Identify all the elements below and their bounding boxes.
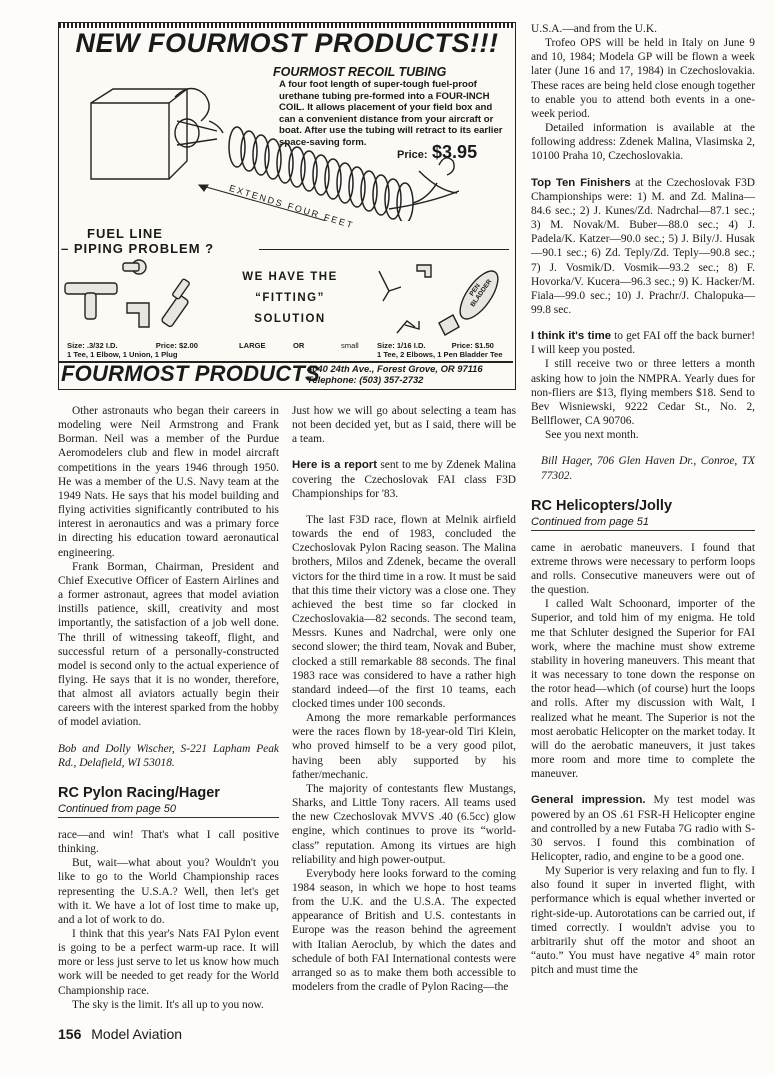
tubing-description: A four foot length of super-tough fuel-proof urethane tubing pre-formed into a FOUR-INCH COIL. It allows placement of your field box and can a convenient distance from your aircraft or boat. After use the tubing will retract to its earlier space-saving form. <box>279 79 503 148</box>
magazine-name: Model Aviation <box>91 1026 183 1042</box>
col3-paragraph-7: See you next month. <box>545 429 639 442</box>
col2-paragraph-2-text: sent to me by Zdenek Malina covering the Czechoslovak FAI class F3D Championships for '83. <box>292 459 516 500</box>
col2-paragraph-6: Everybody here looks forward to the coming 1984 season, in which we hope to host teams from the U.K. and the U.S.A. The expected appearance of British and U.S. contestants in Europe was the reason behind the agreement with Italian Aeroclub, by which the dates and schedule of both FAI International contests were arranged so as to make them both accessible to modelers from the cradle of Pylon Racing—the <box>292 867 516 994</box>
col1-paragraph-1: Other astronauts who began their careers in modeling were Neil Armstrong and Frank Borman. Neil was a member of the Purdue Aeromodelers club and flew in model aircraft competitions in the years 1946 through 1950. He was a member of the U.S. Navy team at the 1949 Nats. He says that his model building and flying activities significantly contributed to his interest in aeronautics and was a primary force in directing his education toward aeronautical engineering. <box>58 405 279 559</box>
fittings-illustration <box>59 253 515 343</box>
large-size: Size: .3/32 I.D. <box>67 341 118 350</box>
ad-headline: NEW FOURMOST PRODUCTS!!! <box>75 28 499 58</box>
col2-paragraph-1: Just how we will go about selecting a team has not been decided yet, but as I said, there will be a team. <box>292 405 516 446</box>
small-fitting-info <box>377 341 513 359</box>
section-title-pylon: RC Pylon Racing/Hager <box>58 784 220 801</box>
small-label: small <box>341 341 359 350</box>
heli-lead-general: General impression. <box>531 794 646 807</box>
heli-paragraph-3 <box>531 793 755 864</box>
col3-paragraph-3: Detailed information is available at the following address: Zdenek Malina, Vlasimska 2, 10100 Praha 10, Czechoslovakia. <box>531 122 755 163</box>
col2-paragraph-4: Among the more remarkable performances were the races flown by 18-year-old Tiri Klein, who proved himself to be a very good pilot, having been ably supported by his father/mechanic. <box>292 712 516 781</box>
col2-paragraph-2 <box>292 458 516 500</box>
col3-paragraph-4-text: at the Czechoslovak F3D Championships were: 1) M. and Zd. Malina—84.6 sec.; 2) J. Kunes/Zd. Nadrchal—87.1 sec.; 3) M. Novak/M. Buber—88.0 sec.; 4) J. Padela/K. Katzer—90.0 sec.; 5) J. Bily/J. Husak—90.1 sec.; 6) Zd. Teply/Zd. Teply—90.8 sec.; 7) J. Vosmik/D. Vosmik—93.2 sec.; 8) F. Hovorka/V. Kucera—96.3 sec.; 9) K. Hacker/M. Fiala—99.0 sec.; 10) J. Prachr/J. Chalopuka—99.8 sec. <box>531 176 756 316</box>
col1-paragraph-2: Frank Borman, Chairman, President and Chief Executive Officer of Eastern Airlines and a former astronaut, agrees that model aviation instills patience, skill, creativity and most importantly, the satisfaction of a job well done. The thrill of witnessing takeoff, flight, and successful return of a personally-constructed model is second only to the actual experience of flying. He says that it is no wonder, therefore, that almost all aviators actually begin their careers with the interest sparked from the hobby of model aviation. <box>58 560 279 729</box>
large-fitting-info <box>67 341 237 359</box>
col3-paragraph-5-text: to get FAI off the back burner! I will keep you posted. <box>531 330 755 357</box>
column-1 <box>58 404 279 1012</box>
or-label: OR <box>293 341 305 350</box>
large-contents: 1 Tee, 1 Elbow, 1 Union, 1 Plug <box>67 350 178 359</box>
page-footer <box>58 1026 182 1042</box>
extends-four-feet-label: EXTENDS FOUR FEET <box>228 183 356 231</box>
heli-paragraph-4: My Superior is very relaxing and fun to fly. I also found it super in inverted flight, with performance which is equal whether inverted or right-side-up. Autorotations can be carried out, if timed correctly. I wouldn't advise you to arbitrarily shut off the motor and shoot an “auto.” You must have negative 4° main rotor pitch and must time the <box>531 865 755 977</box>
heli-paragraph-2: I called Walt Schoonard, importer of the Superior, and told him of my enigma. He told me that Schluter designed the Superior for FAI work, where the machine must show extreme stability in hovering maneuvers. This meant that it was necessary to tone down the response on the rotor head—which (of course) hurt the loops and rolls. After my discussion with Walt, I realized what he meant. The Superior is not the most aerobatic Helicopter on the market today. It will do the aerobatic maneuvers, it just takes more room and more time to complete the maneuver. <box>531 598 755 781</box>
fuel-line-heading-1: FUEL LINE <box>87 226 163 241</box>
col1-paragraph-3: race—and win! That's what I call positive thinking. <box>58 828 279 856</box>
col3-paragraph-5 <box>531 329 755 357</box>
col3-signature: Bill Hager, 706 Glen Haven Dr., Conroe, TX 77302. <box>541 455 755 482</box>
col3-paragraph-1: U.S.A.—and from the U.K. <box>531 23 657 35</box>
column-2 <box>292 404 516 994</box>
col3-lead-top-ten: Top Ten Finishers <box>531 176 631 189</box>
heli-paragraph-1: came in aerobatic maneuvers. I found that extreme throws were necessary to perform loops and rolls. Consecutive maneuvers were out of the question. <box>531 541 755 597</box>
ad-telephone: Telephone: (503) 357-2732 <box>307 374 424 385</box>
col2-lead-report: Here is a report <box>292 459 378 472</box>
price-value: $3.95 <box>432 142 478 162</box>
col1-signature: Bob and Dolly Wischer, S-221 Lapham Peak Rd., Delafield, WI 53018. <box>58 742 279 769</box>
col1-paragraph-5: I think that this year's Nats FAI Pylon event is going to be a perfect warm-up race. It will more or less just serve to let us know how much work will be needed to get ready for the World Championship race. <box>58 928 279 997</box>
price-label: Price: <box>397 149 428 161</box>
col1-paragraph-4: But, wait—what about you? Wouldn't you like to go to the World Championship races representing the U.S.A.? Well, then let's get with it. We have a lot of lost time to make up, and a lot of work to do. <box>58 857 279 926</box>
ad-address: 4040 24th Ave., Forest Grove, OR 97116 <box>307 363 483 374</box>
section-title-helicopters: RC Helicopters/Jolly <box>531 497 673 514</box>
section-continued-helicopters: Continued from page 51 <box>531 515 755 531</box>
coil-loops <box>229 127 437 221</box>
large-price: Price: $2.00 <box>155 341 198 350</box>
ad-company: FOURMOST PRODUCTS <box>61 361 320 386</box>
ad-contact <box>307 363 483 385</box>
page-number: 156 <box>58 1026 82 1042</box>
small-price: Price: $1.50 <box>451 341 494 350</box>
column-3 <box>531 22 755 977</box>
small-contents: 1 Tee, 2 Elbows, 1 Pen Bladder Tee <box>377 350 503 359</box>
tubing-title: FOURMOST RECOIL TUBING <box>273 65 447 79</box>
fuel-line-rule <box>259 249 509 250</box>
large-label: LARGE <box>239 341 266 350</box>
fitting-line-3: SOLUTION <box>254 313 326 325</box>
heli-paragraph-3-text: My test model was powered by an OS .61 FSR-H Helicopter engine and controlled by a new Futaba 7G radio with S-30 servos. I found this combination of Helicopter, radio, and engine to be a good one. <box>531 794 755 863</box>
pen-bladder-label: PEN BLADDER <box>468 278 494 309</box>
col3-paragraph-2: Trofeo OPS will be held in Italy on June 9 and 10, 1984; Modela GP will be flown a week later (June 16 and 17, 1984) in Czechoslovakia. These races are being held close enough together to enable you to attend both events in a one-week period. <box>531 37 755 120</box>
fourmost-advertisement <box>58 22 516 390</box>
fitting-line-1: WE HAVE THE <box>242 271 338 283</box>
col1-paragraph-6: The sky is the limit. It's all up to you now. <box>72 998 264 1011</box>
section-continued-pylon: Continued from page 50 <box>58 802 279 818</box>
small-size: Size: 1/16 I.D. <box>377 341 426 350</box>
col3-paragraph-6: I still receive two or three letters a month asking how to join the NMPRA. Yearly dues for non-fliers are $13, flying members $18. Send to Bev Wisniewski, 9222 Cedar St., No. 2, Bellflower, CA 90706. <box>531 358 755 428</box>
col2-paragraph-5: The majority of contestants flew Mustangs, Sharks, and Little Tony racers. All teams used the new Czechoslovak MVVS .40 (6.5cc) glow engine, which continues to prove its “world-class” reputation. Among its virtues are high reliability and high power-output. <box>292 782 516 866</box>
col3-lead-fai: I think it's time <box>531 330 612 343</box>
fitting-line-2: “FITTING” <box>255 292 325 304</box>
col3-paragraph-4 <box>531 176 755 318</box>
fuel-line-heading-2: – PIPING PROBLEM ? <box>61 241 215 256</box>
col2-paragraph-3: The last F3D race, flown at Melnik airfield towards the end of 1983, concluded the Czechoslovak Pylon Racing season. The Malina brothers, Milos and Zdenek, became the overall victors for the third time in a row. It must be said that this time their victory was a close one. They achieved the best time so far clocked in Czechoslovakia—82 seconds. The second team, Messrs. Kunes and Nadrchal, were only one second slower; the third team, Novak and Buber, clocked a still remarkable 88 seconds. The final 1983 race was considered to have a rather high standard indeed—of the first 10 teams, each clocked times under 100 seconds. <box>292 513 516 710</box>
